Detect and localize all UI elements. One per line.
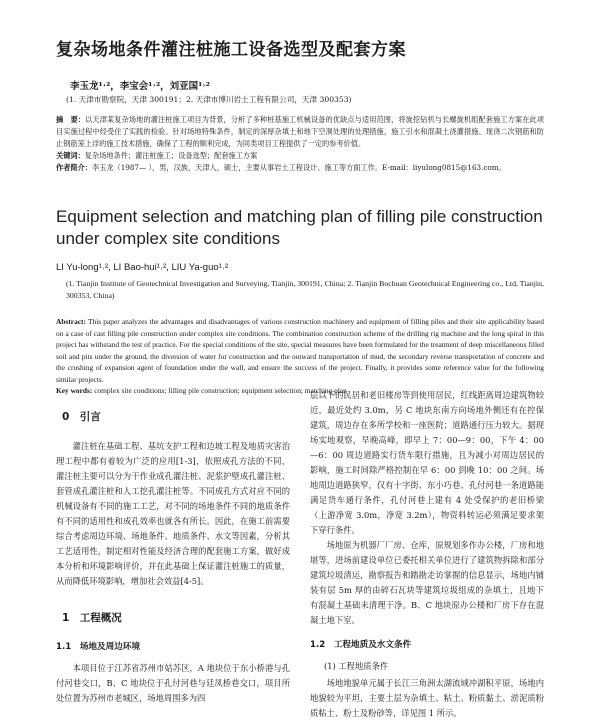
chinese-keywords: 关键词：复杂场地条件；灌注桩施工；设备选型；配套施工方案	[56, 151, 258, 160]
english-abstract: Abstract: This paper analyzes the advantages and disadvantages of various construction machinery and equipment of filling piles and their site applicability based on a case of cast filling pile construction under complex site conditions. The combination construction scheme of the drilling rig machine and the long spiral in this project has withstand the test of practice. For the special conditions of the site, special measures have been formulated for the treatment of deep miscellaneous filled soil and pits under the ground, the diversion of water for construction and the outward transportation of mud, the secondary reverse transportation of concrete and the crushing of expansion agent of foundation under the wall, and ensure the success of the project. Finally, it provides some reference value for the following similar projects.	[56, 317, 544, 384]
section-1-2-1-heading: (1) 工程地质条件	[324, 661, 389, 671]
section-1-1-heading: 1.1 场地及周边环境	[56, 642, 140, 652]
section-1-2-1-paragraph: 场地地貌单元属于长江三角洲太湖流域冲湖积平原，场地内地貌较为平坦，主要土层为杂填土、粘土、粉质黏土、淤泥质粉质粘土、粉土及粉砂等，详见图 1 所示。	[310, 678, 544, 718]
english-abstract-block	[56, 316, 544, 397]
english-affiliation: (1. Tianjin Institute of Geotechnical Investigation and Surveying, Tianjin, 300191, China; 2. Tianjin Bochuan Geotechnical Engineering co., Ltd, Tianjin, 300353, China)	[66, 279, 544, 300]
right-column	[310, 388, 544, 721]
chinese-authors: 李玉龙¹˒²，李宝会¹˒²，刘亚国¹˒²	[70, 81, 210, 92]
chinese-abstract: 摘 要：以天津某复杂场地的灌注桩施工项目为背景，分析了多种桩基施工机械设备的优缺点与适用范围，将旋挖钻机与长螺旋机组配套施工方案在此项目实施过程中经受住了实践的检验。针对场地特殊条件，制定的深厚杂填土和地下空洞处理的处理措施，施工引水和混凝土浇灌措施、现浇二次钢筋和防止钢筋笼上浮的施工技术措施，确保了工程的顺利完成，为同类项目工程提供了一定的参考价值。	[56, 115, 544, 148]
intro-paragraph: 灌注桩在基础工程、基坑支护工程和边坡工程及地质灾害治理工程中都有着较为广泛的应用[1-3]，依照成孔方法的不同，灌注桩主要可以分为干作业成孔灌注桩、泥浆护壁成孔灌注桩、套管成孔灌注桩和人工挖孔灌注桩等。不同成孔方式对应不同的机械设备有不同的施工工艺，对不同的场地条件不同的地质条件有不同的适用性和成孔效率也就各有所长。因此，在施工前需要综合考虑周边环境、场地条件、地质条件、水文等因素，分析其工艺适用性，制定相对性能及经济合理的配套施工方案，做好成本分析和环境影响评价，并在此基础上保证灌注桩施工的质量，从而降低环境影响，增加社会效益[4-5]。	[56, 441, 290, 586]
right-paragraph-1: 层以下的民居和老旧楼房等到使用居民，红线距离周边建筑物较近，最近处约 3.0m，另 C 地块东南方向场地外侧还有在控保建筑，周边存在多所学校和一座医院；道路通行压力较大。据现场实地观察，早晚高峰，即早上 7：00—9：00，下午 4：00—6：00 周边道路实行货车限行措施，且为减小对周边居民的影响，施工时间除严格控制在早 6：00 到晚 10：00 之间。场地周边道路狭窄，仅有十字街、东小巧巷、孔付河巷一条道路能满足货车通行条件，孔付河巷上建有 4 处受保护的老旧桥梁（上游净宽 3.0m，净宽 3.2m），物资料转运必须满足要求架下穿行条件。	[310, 390, 544, 535]
english-keywords: Key words: complex site conditions; filling pile construction; equipment selection; matching plan	[56, 386, 347, 395]
section-1-heading: 1 工程概况	[62, 612, 122, 624]
right-paragraph-2: 场地原为机器厂厂房、仓库，原规划多作办公楼，厂房和地堪等，进场前建设单位已委托相关单位进行了建筑物拆除和部分建筑垃圾清运，勘察报告和踏勘走访掌握的信息显示，场地内铺装有层 5m 厚的由碎石瓦块等建筑垃圾组成的杂填土，且地下有混凝土基础未清理干净。B、C 地块原办公楼和厂房下存在混凝土地下室。	[310, 540, 544, 625]
english-authors: LI Yu-long¹˒², LI Bao-hui¹˒², LIU Ya-guo¹˒²	[56, 262, 229, 273]
english-title: Equipment selection and matching plan of filling pile construction under complex site conditions	[56, 207, 543, 248]
left-column	[56, 388, 290, 706]
section-intro-heading: 0 引言	[62, 411, 101, 423]
section-1-2-heading: 1.2 工程地质及水文条件	[310, 640, 412, 650]
chinese-affiliation: (1. 天津市勘察院，天津 300191；2. 天津市博川岩土工程有限公司，天津 300353)	[66, 95, 352, 104]
author-bio: 作者简介：李玉龙（1987— ），男，汉族，天津人，硕士，主要从事岩土工程设计、施工等方面工作。E-mail：liyulong0815@163.com。	[56, 163, 506, 172]
chinese-title: 复杂场地条件灌注桩施工设备选型及配套方案	[56, 40, 406, 60]
chinese-abstract-block	[56, 114, 544, 174]
section-1-1-paragraph: 本项目位于江苏省苏州市姑苏区，A 地块位于东小桥港与孔付河巷交口，B、C 地块位于孔付河巷与廷凤桥巷交口，项目所处位置为苏州市老城区，场地周围多为四	[56, 663, 290, 703]
